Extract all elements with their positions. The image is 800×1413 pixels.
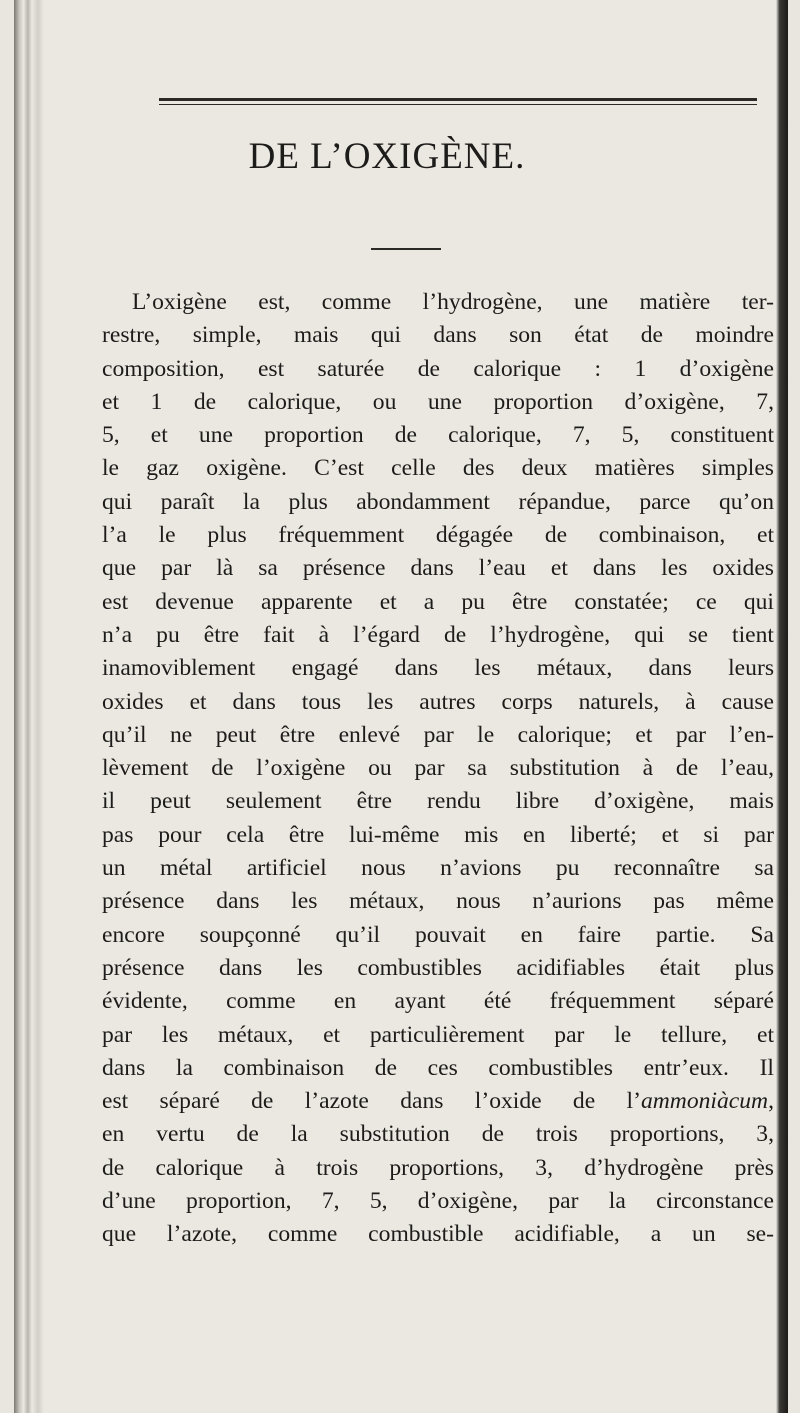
text-line: que l’azote, comme combustible acidifiable, a un se- — [102, 1221, 774, 1248]
page-right-edge — [776, 0, 788, 1413]
text-line: présence dans les métaux, nous n’aurions pas même — [102, 888, 774, 915]
text-line: L’oxigène est, comme l’hydrogène, une matière ter- — [132, 289, 774, 315]
text-line: que par là sa présence dans l’eau et dans les oxides — [102, 555, 774, 582]
text-line: dans la combinaison de ces combustibles entr’eux. Il — [102, 1054, 774, 1081]
header-rule-thin — [159, 104, 757, 105]
text-line: oxides et dans tous les autres corps naturels, à cause — [102, 688, 774, 715]
text-run: , — [768, 1088, 774, 1115]
page-binding-edge — [14, 0, 44, 1413]
text-line: par les métaux, et particulièrement par le tellure, et — [102, 1021, 774, 1048]
text-line: inamoviblement engagé dans les métaux, dans leurs — [102, 655, 774, 682]
text-line: le gaz oxigène. C’est celle des deux matières simples — [102, 455, 774, 482]
text-line: évidente, comme en ayant été fréquemment séparé — [102, 988, 774, 1015]
body-paragraph — [102, 286, 774, 1252]
text-line: 5, et une proportion de calorique, 7, 5, constituent — [102, 422, 774, 449]
text-line: n’a pu être fait à l’égard de l’hydrogène, qui se tient — [102, 621, 774, 648]
text-line: il peut seulement être rendu libre d’oxigène, mais — [102, 788, 774, 815]
header-rule — [159, 98, 757, 101]
text-line: composition, est saturée de calorique : 1 d’oxigène — [102, 355, 774, 382]
text-line: qu’il ne peut être enlevé par le calorique; et par l’en- — [102, 721, 774, 748]
text-line: lèvement de l’oxigène ou par sa substitution à de l’eau, — [102, 755, 774, 782]
text-run: est séparé de l’azote dans l’oxide de — [102, 1088, 627, 1115]
text-line: de calorique à trois proportions, 3, d’hydrogène près — [102, 1154, 774, 1181]
text-line: qui paraît la plus abondamment répandue, parce qu’on — [102, 488, 774, 515]
text-line-with-italic — [102, 1085, 774, 1118]
text-line: en vertu de la substitution de trois proportions, 3, — [102, 1121, 774, 1148]
title-separator-rule — [371, 248, 441, 250]
text-line: d’une proportion, 7, 5, d’oxigène, par la circonstance — [102, 1188, 774, 1215]
italic-term: ammoniàcum — [640, 1088, 769, 1115]
text-line: est devenue apparente et a pu être constatée; ce qui — [102, 588, 774, 615]
chapter-title: DE L’OXIGÈNE. — [248, 136, 526, 177]
text-line: l’a le plus fréquemment dégagée de combinaison, et — [102, 522, 774, 549]
text-line: présence dans les combustibles acidifiables était plus — [102, 954, 774, 981]
text-run: l’ — [626, 1088, 641, 1115]
book-page — [14, 0, 788, 1413]
text-line: et 1 de calorique, ou une proportion d’oxigène, 7, — [102, 388, 774, 415]
text-line: un métal artificiel nous n’avions pu reconnaître sa — [102, 855, 774, 882]
text-line: restre, simple, mais qui dans son état de moindre — [102, 322, 774, 349]
text-line: pas pour cela être lui-même mis en liberté; et si par — [102, 821, 774, 848]
text-line: encore soupçonné qu’il pouvait en faire partie. Sa — [102, 921, 774, 948]
